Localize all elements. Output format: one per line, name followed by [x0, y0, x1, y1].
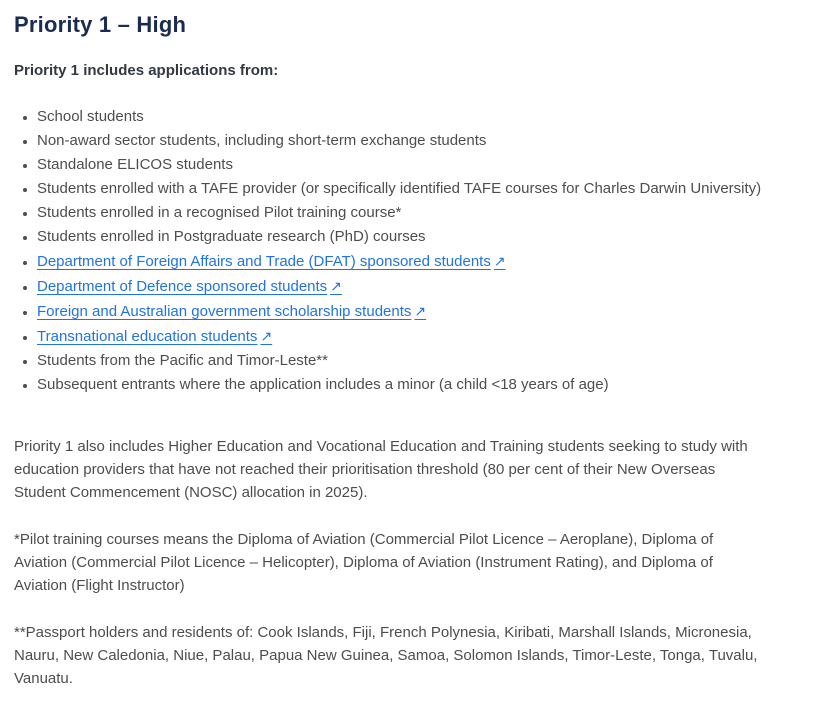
- link-label: Department of Defence sponsored students: [37, 278, 328, 295]
- list-item-text: School students: [37, 108, 144, 125]
- link-government-scholarship-students[interactable]: [37, 303, 426, 320]
- external-link-icon: ↗: [260, 328, 273, 344]
- list-item-text: Standalone ELICOS students: [37, 156, 233, 173]
- list-item: [37, 177, 774, 201]
- intro-text: Priority 1 includes applications from:: [14, 62, 279, 79]
- list-item: [37, 201, 774, 225]
- pilot-note-paragraph: *Pilot training courses means the Diploma of Aviation (Commercial Pilot Licence – Aeroplane), Diploma of Aviation (Commercial Pilot Licence – Helicopter), Diploma of Aviation (Instrument Rating), and Diploma of Aviation (Flight Instructor): [14, 531, 714, 594]
- list-item-text: Students enrolled in Postgraduate research (PhD) courses: [37, 228, 426, 245]
- list-item-text: Students enrolled with a TAFE provider (or specifically identified TAFE courses for Charles Darwin University): [37, 180, 762, 197]
- list-item-text: Non-award sector students, including short-term exchange students: [37, 132, 487, 149]
- list-item: [37, 153, 774, 177]
- external-link-icon: ↗: [330, 278, 342, 294]
- list-item: [37, 274, 774, 299]
- link-transnational-education-students[interactable]: [37, 328, 272, 345]
- list-item-text: Students from the Pacific and Timor-Leste**: [37, 352, 328, 369]
- list-item: [37, 129, 774, 153]
- list-item: [37, 249, 774, 274]
- list-item-text: Students enrolled in a recognised Pilot training course*: [37, 204, 402, 221]
- priority-list: [14, 105, 774, 397]
- list-item: [37, 299, 774, 324]
- external-link-icon: ↗: [493, 253, 506, 269]
- list-item: [37, 373, 774, 397]
- link-label: Foreign and Australian government scholarship students: [37, 303, 412, 320]
- list-item: [37, 349, 774, 373]
- link-label: Transnational education students: [37, 328, 258, 345]
- passport-note-paragraph: **Passport holders and residents of: Cook Islands, Fiji, French Polynesia, Kiribati, Marshall Islands, Micronesia, Nauru, New Caledonia, Niue, Palau, Papua New Guinea, Samoa, Solomon Islands, Timor-Leste, Tonga, Tuvalu, Vanuatu.: [14, 624, 758, 687]
- list-item-text: Subsequent entrants where the application includes a minor (a child <18 years of age): [37, 376, 609, 393]
- external-link-icon: ↗: [414, 303, 427, 319]
- link-label: Department of Foreign Affairs and Trade (DFAT) sponsored students: [37, 253, 491, 270]
- list-item: [37, 225, 774, 249]
- list-item: [37, 105, 774, 129]
- list-item: [37, 324, 774, 349]
- link-dfat-sponsored-students[interactable]: [37, 253, 506, 270]
- page-title: Priority 1 – High: [14, 12, 187, 37]
- link-defence-sponsored-students[interactable]: [37, 278, 342, 295]
- nosc-paragraph: Priority 1 also includes Higher Education and Vocational Education and Training students seeking to study with education providers that have not reached their prioritisation threshold (80 per cent of their New Overseas Student Commencement (NOSC) allocation in 2025).: [14, 438, 748, 501]
- content-section: [14, 12, 804, 690]
